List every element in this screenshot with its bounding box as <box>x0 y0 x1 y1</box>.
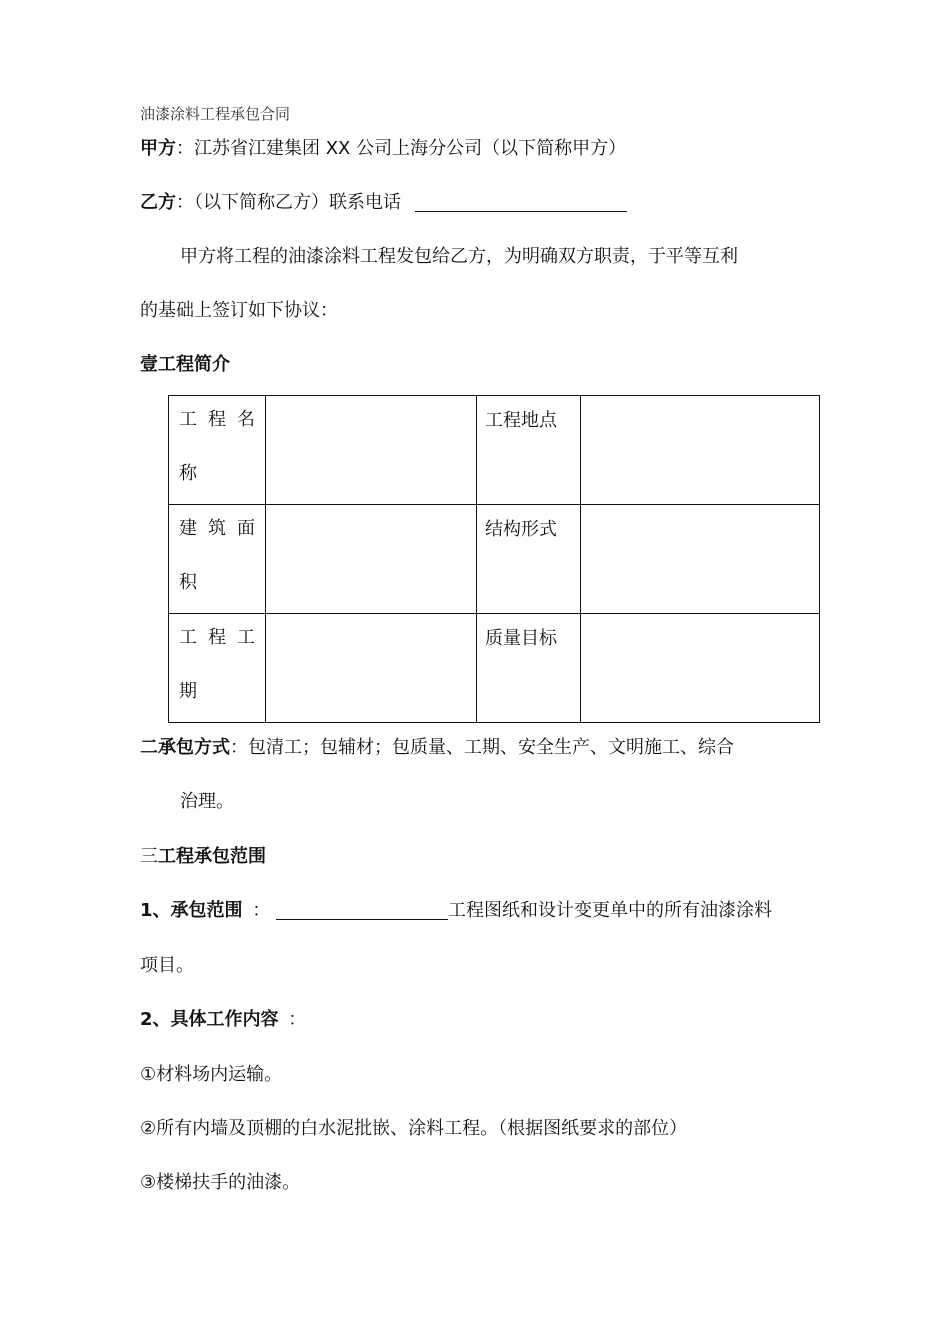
scope-line: 1、承包范围 ： 工程图纸和设计变更单中的所有油漆涂料 <box>140 900 772 921</box>
intro-line-1: 甲方将工程的油漆涂料工程发包给乙方，为明确双方职责，于平等互利 <box>180 246 738 267</box>
party-a-line <box>140 137 626 161</box>
scope-cont: 项目。 <box>140 955 194 976</box>
table-row <box>169 396 820 505</box>
schedule-value[interactable] <box>266 614 477 723</box>
work-content-heading: 2、具体工作内容 ： <box>140 1009 307 1030</box>
intro-line-2: 的基础上签订如下协议： <box>140 300 338 321</box>
scope-blank <box>276 899 448 920</box>
scope-text: 工程图纸和设计变更单中的所有油漆涂料 <box>448 900 772 921</box>
structure-type-value[interactable] <box>581 505 820 614</box>
party-a-text: ：江苏省江建集团 XX 公司上海分公司（以下简称甲方） <box>176 138 627 159</box>
section1-heading <box>140 353 230 377</box>
section1-title: 壹工程简介 <box>140 354 230 375</box>
building-area-value[interactable] <box>266 505 477 614</box>
table-row <box>169 614 820 723</box>
party-a-label: 甲方 <box>140 138 176 159</box>
project-info-table <box>168 395 820 723</box>
quality-target-value[interactable] <box>581 614 820 723</box>
table-label-cont: 称 <box>179 463 199 484</box>
table-row <box>169 505 820 614</box>
table-label-cont: 积 <box>179 572 199 593</box>
section3-title: 工程承包范围 <box>158 846 266 867</box>
party-b-label: 乙方 <box>140 192 176 213</box>
table-label-cell: 质量目标 <box>477 614 581 723</box>
section2-cont: 治理。 <box>180 791 234 812</box>
section3-heading: 三工程承包范围 <box>140 846 266 867</box>
table-label-cell: 结构形式 <box>477 505 581 614</box>
list-item: ②所有内墙及顶棚的白水泥批嵌、涂料工程。（根据图纸要求的部位） <box>140 1118 688 1139</box>
project-location-value[interactable] <box>581 396 820 505</box>
party-b-line <box>140 191 627 215</box>
project-name-value[interactable] <box>266 396 477 505</box>
section2-text: ：包清工；包辅材；包质量、工期、安全生产、文明施工、综合 <box>230 737 734 758</box>
table-label-cont: 期 <box>179 681 199 702</box>
party-b-text: ：（以下简称乙方）联系电话 <box>176 192 401 213</box>
section2-line <box>140 736 734 760</box>
table-label-cell: 建 筑 面 积 <box>169 505 266 614</box>
list-item: ③楼梯扶手的油漆。 <box>140 1172 301 1193</box>
document-title: 油漆涂料工程承包合同 <box>140 105 291 123</box>
section2-title: 二承包方式 <box>140 737 230 758</box>
list-item: ①材料场内运输。 <box>140 1064 283 1085</box>
scope-label: 1、承包范围 <box>140 900 243 921</box>
table-label-cell: 工 程 名 称 <box>169 396 266 505</box>
phone-blank <box>415 191 627 212</box>
table-label-cell: 工程地点 <box>477 396 581 505</box>
table-label-cell: 工 程 工 期 <box>169 614 266 723</box>
work-content-label: 2、具体工作内容 <box>140 1009 279 1030</box>
